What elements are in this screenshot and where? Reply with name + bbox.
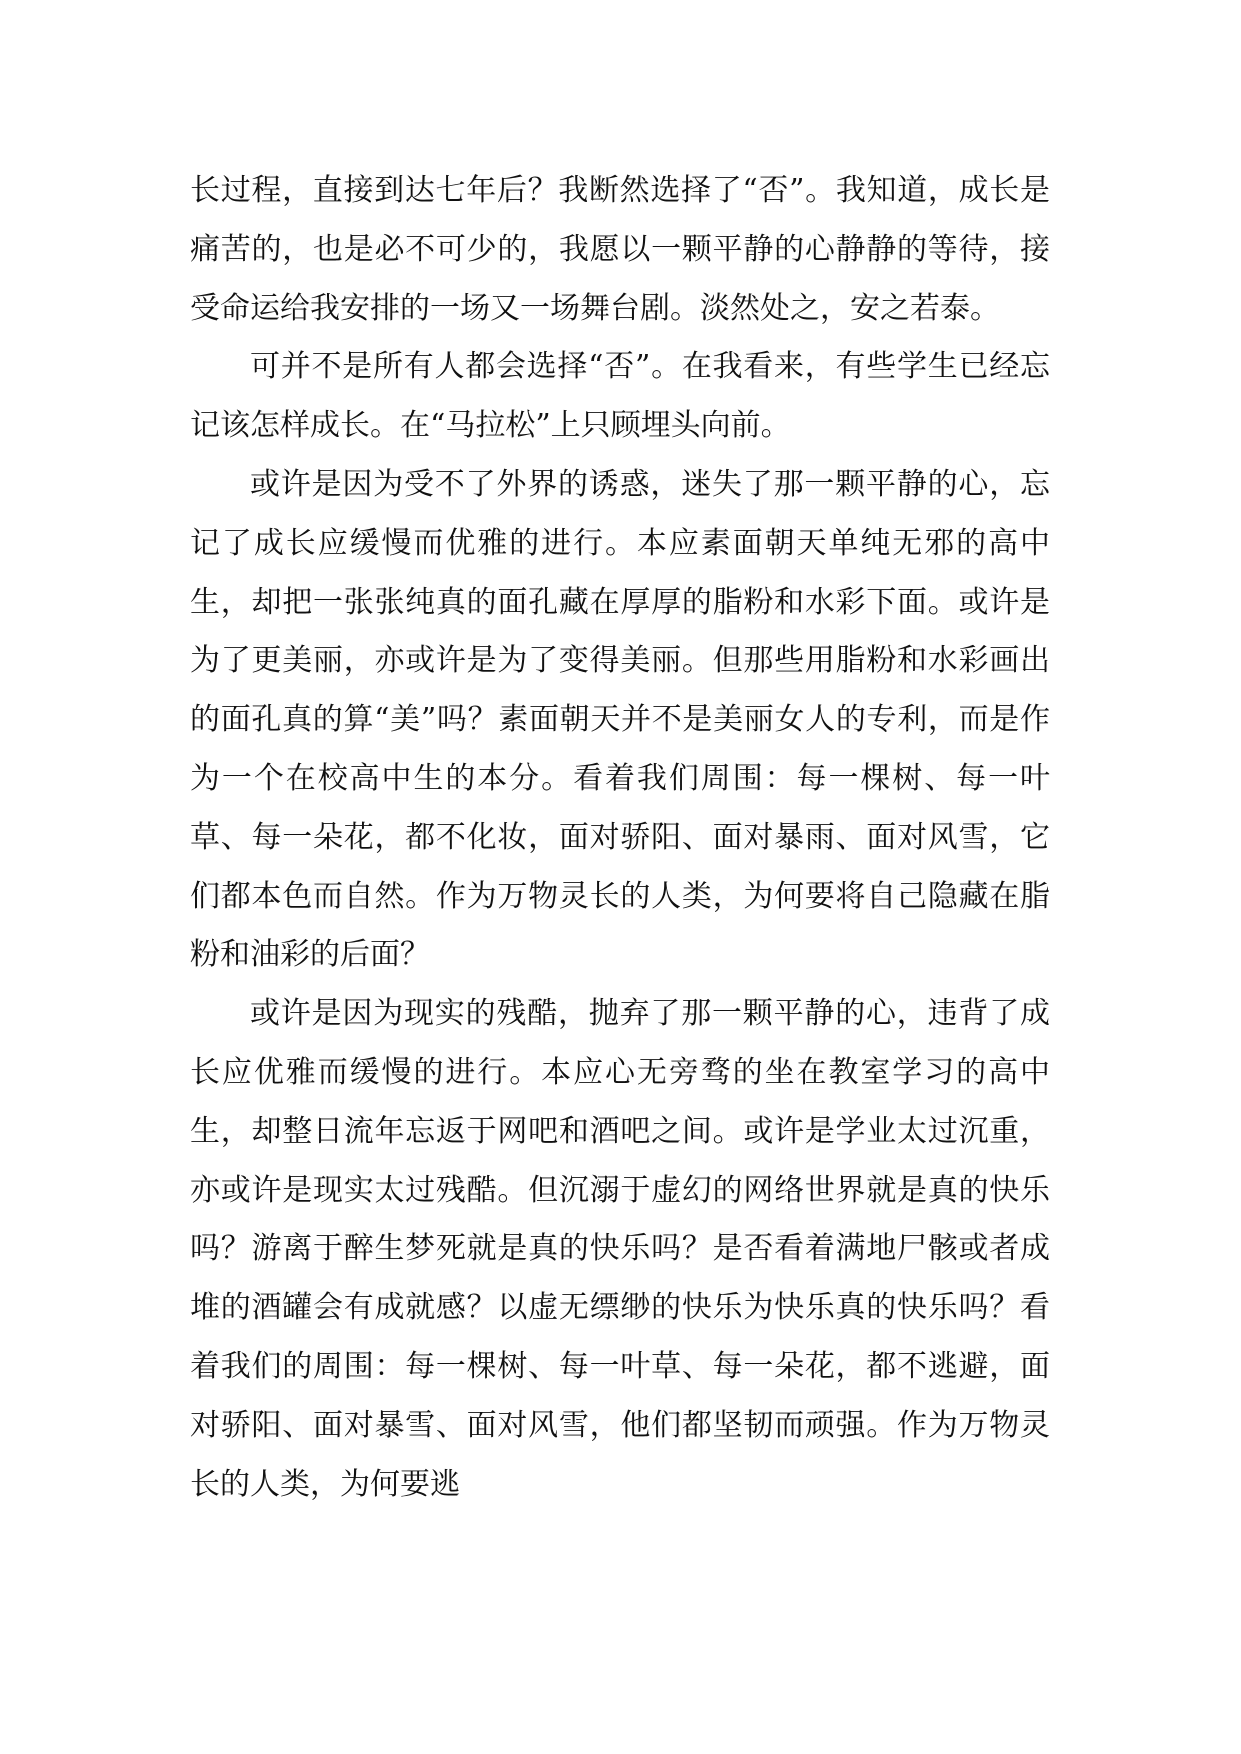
paragraph: 可并不是所有人都会选择“否”。在我看来，有些学生已经忘记该怎样成长。在“马拉松”上只顾埋头向前。 (190, 349, 1050, 444)
paragraph: 或许是因为现实的残酷，抛弃了那一颗平静的心，违背了成长应优雅而缓慢的进行。本应心无旁骛的坐在教室学习的高中生，却整日流年忘返于网吧和酒吧之间。或许是学业太过沉重，亦或许是现实太过残酷。但沉溺于虚幻的网络世界就是真的快乐吗？游离于醉生梦死就是真的快乐吗？是否看着满地尸骸或者成堆的酒罐会有成就感？以虚无缥缈的快乐为快乐真的快乐吗？看着我们的周围：每一棵树、每一叶草、每一朵花，都不逃避，面对骄阳、面对暴雪、面对风雪，他们都坚韧而顽强。作为万物灵长的人类，为何要逃 (190, 996, 1050, 1502)
paragraph: 或许是因为受不了外界的诱惑，迷失了那一颗平静的心，忘记了成长应缓慢而优雅的进行。本应素面朝天单纯无邪的高中生，却把一张张纯真的面孔藏在厚厚的脂粉和水彩下面。或许是为了更美丽，亦或许是为了变得美丽。但那些用脂粉和水彩画出的面孔真的算“美”吗？素面朝天并不是美丽女人的专利，而是作为一个在校高中生的本分。看着我们周围：每一棵树、每一叶草、每一朵花，都不化妆，面对骄阳、面对暴雨、面对风雪，它们都本色而自然。作为万物灵长的人类，为何要将自己隐藏在脂粉和油彩的后面？ (190, 466, 1050, 973)
paragraph-continuation: 长过程，直接到达七年后？我断然选择了“否”。我知道，成长是痛苦的，也是必不可少的，我愿以一颗平静的心静静的等待，接受命运给我安排的一场又一场舞台剧。淡然处之，安之若泰。 (190, 173, 1050, 326)
essay-body (190, 162, 1050, 1514)
